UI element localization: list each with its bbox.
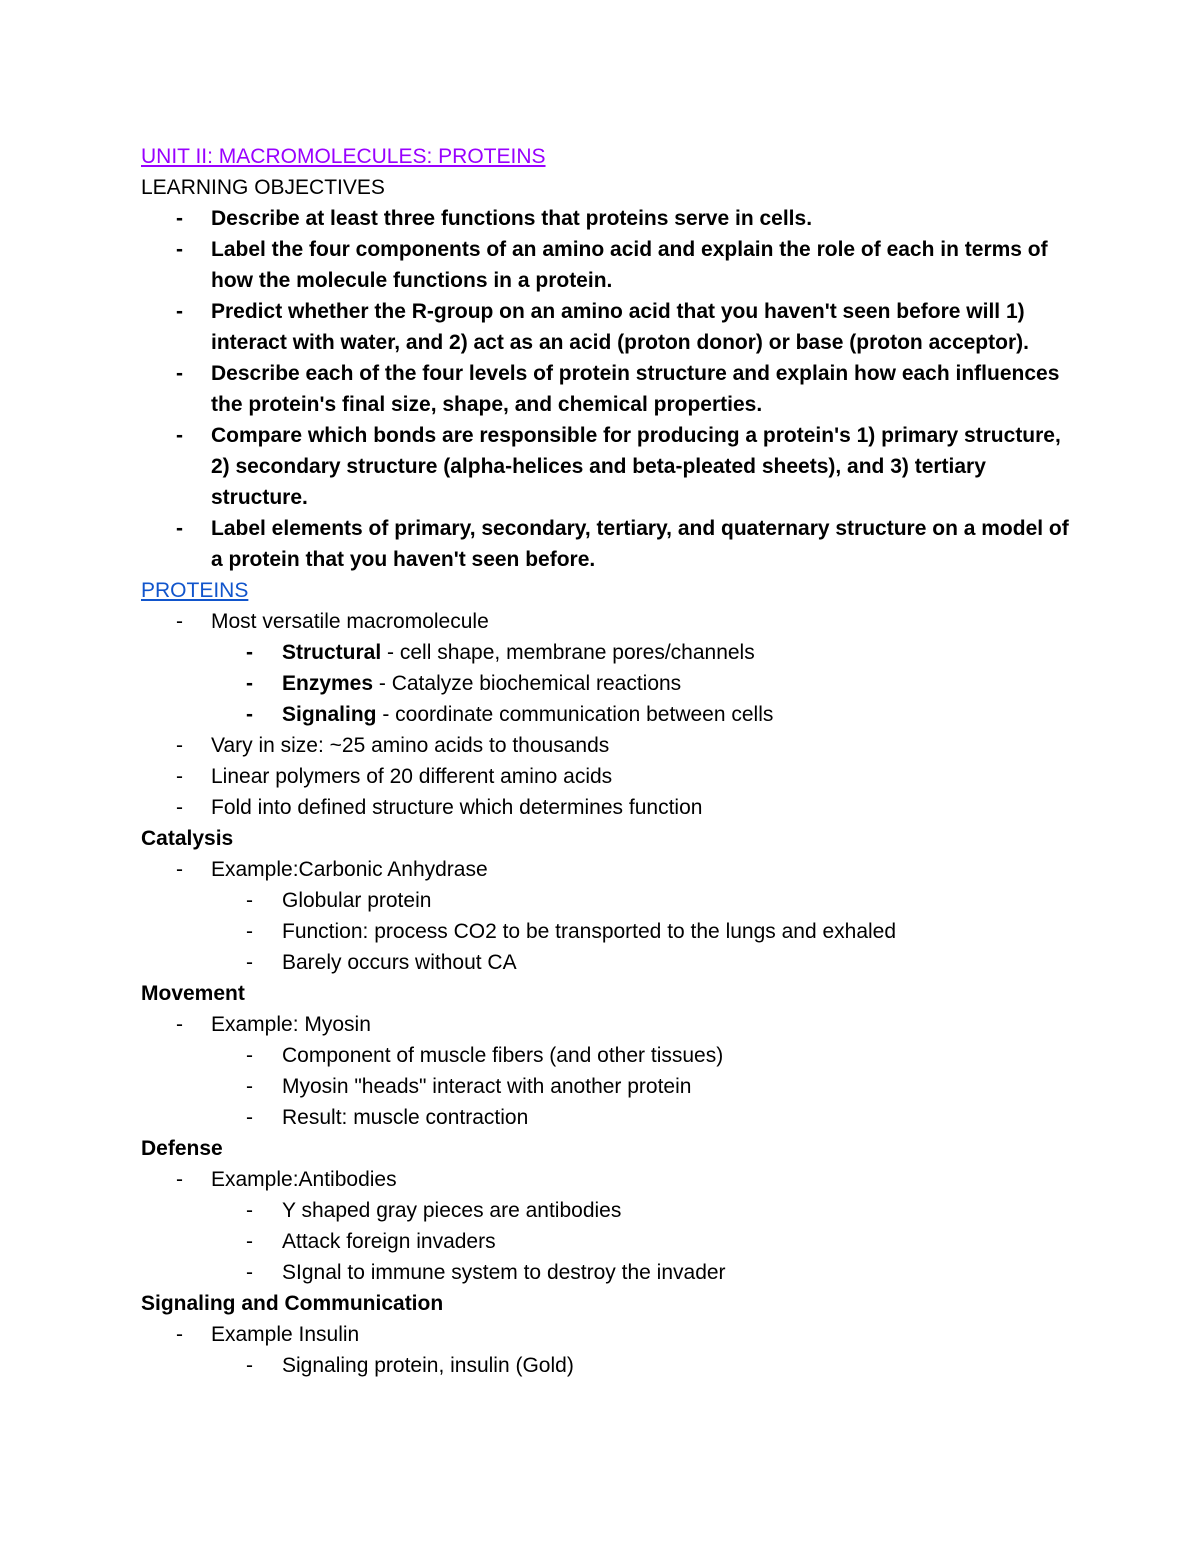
list-item bbox=[141, 1009, 1071, 1040]
defense-heading: Defense bbox=[141, 1137, 223, 1160]
bullet-dash: - bbox=[176, 1323, 183, 1346]
list-item bbox=[141, 203, 1071, 234]
list-item bbox=[141, 792, 1071, 823]
bullet-dash: - bbox=[176, 796, 183, 819]
bullet-dash: - bbox=[246, 1106, 253, 1129]
movement-heading: Movement bbox=[141, 982, 245, 1005]
bullet-dash: - bbox=[176, 858, 183, 881]
list-item-text: Signaling protein, insulin (Gold) bbox=[282, 1354, 574, 1377]
list-item bbox=[141, 1226, 1071, 1257]
list-item bbox=[141, 1350, 1071, 1381]
list-item bbox=[141, 637, 1071, 668]
objective-text: Label elements of primary, secondary, tertiary, and quaternary structure on a model of a protein that you haven't seen before. bbox=[211, 517, 1069, 571]
bullet-dash: - bbox=[246, 951, 253, 974]
list-item-text: Component of muscle fibers (and other tissues) bbox=[282, 1044, 724, 1067]
list-item-text: Fold into defined structure which determines function bbox=[211, 796, 703, 819]
list-item bbox=[141, 947, 1071, 978]
list-item-text: Result: muscle contraction bbox=[282, 1106, 529, 1129]
list-item-text: Example: Myosin bbox=[211, 1013, 371, 1036]
list-item bbox=[141, 668, 1071, 699]
role-term: Structural bbox=[282, 641, 382, 664]
list-item bbox=[141, 1319, 1071, 1350]
list-item-text: Barely occurs without CA bbox=[282, 951, 517, 974]
learning-objectives-list bbox=[141, 203, 1071, 575]
objective-text: Compare which bonds are responsible for producing a protein's 1) primary structure, 2) secondary structure (alpha-helices and beta-pleated sheets), and 3) tertiary structure. bbox=[211, 424, 1061, 509]
learning-objectives-heading: LEARNING OBJECTIVES bbox=[141, 176, 385, 199]
defense-list bbox=[141, 1164, 1071, 1288]
bullet-dash: - bbox=[176, 765, 183, 788]
list-item-text: Example:Antibodies bbox=[211, 1168, 397, 1191]
list-item bbox=[141, 1071, 1071, 1102]
list-item bbox=[141, 1164, 1071, 1195]
list-item bbox=[141, 513, 1071, 575]
list-item-text: SIgnal to immune system to destroy the invader bbox=[282, 1261, 726, 1284]
signaling-list bbox=[141, 1319, 1071, 1381]
list-item-text: Y shaped gray pieces are antibodies bbox=[282, 1199, 622, 1222]
signaling-heading: Signaling and Communication bbox=[141, 1292, 444, 1315]
list-item bbox=[141, 420, 1071, 513]
bullet-dash: - bbox=[176, 1013, 183, 1036]
list-item bbox=[141, 606, 1071, 637]
bullet-dash: - bbox=[246, 703, 253, 726]
list-item bbox=[141, 699, 1071, 730]
role-description: - coordinate communication between cells bbox=[376, 703, 774, 726]
list-item-text: Globular protein bbox=[282, 889, 432, 912]
bullet-dash: - bbox=[246, 889, 253, 912]
list-item-text: Attack foreign invaders bbox=[282, 1230, 496, 1253]
bullet-dash: - bbox=[176, 300, 183, 323]
catalysis-heading: Catalysis bbox=[141, 827, 234, 850]
catalysis-list bbox=[141, 854, 1071, 978]
objective-text: Label the four components of an amino acid and explain the role of each in terms of how the molecule functions in a protein. bbox=[211, 238, 1048, 292]
list-item bbox=[141, 1257, 1071, 1288]
list-item bbox=[141, 854, 1071, 885]
document-page bbox=[141, 141, 1071, 1381]
role-description: - Catalyze biochemical reactions bbox=[373, 672, 682, 695]
role-term: Enzymes bbox=[282, 672, 374, 695]
objective-text: Describe at least three functions that proteins serve in cells. bbox=[211, 207, 813, 230]
proteins-heading-link[interactable]: PROTEINS bbox=[141, 579, 249, 602]
bullet-dash: - bbox=[246, 641, 253, 664]
objective-text: Describe each of the four levels of protein structure and explain how each influences the protein's final size, shape, and chemical properties. bbox=[211, 362, 1060, 416]
bullet-dash: - bbox=[176, 238, 183, 261]
list-item-text: Example Insulin bbox=[211, 1323, 360, 1346]
list-item bbox=[141, 885, 1071, 916]
bullet-dash: - bbox=[176, 1168, 183, 1191]
bullet-dash: - bbox=[176, 734, 183, 757]
list-item-text: Function: process CO2 to be transported to the lungs and exhaled bbox=[282, 920, 897, 943]
bullet-dash: - bbox=[246, 1230, 253, 1253]
list-item-text: Myosin "heads" interact with another protein bbox=[282, 1075, 692, 1098]
list-item bbox=[141, 761, 1071, 792]
list-item bbox=[141, 358, 1071, 420]
list-item bbox=[141, 1195, 1071, 1226]
objective-text: Predict whether the R-group on an amino acid that you haven't seen before will 1) interact with water, and 2) act as an acid (proton donor) or base (proton acceptor). bbox=[211, 300, 1029, 354]
list-item bbox=[141, 1040, 1071, 1071]
bullet-dash: - bbox=[246, 1261, 253, 1284]
bullet-dash: - bbox=[246, 1354, 253, 1377]
page-title[interactable]: UNIT II: MACROMOLECULES: PROTEINS bbox=[141, 145, 546, 168]
bullet-dash: - bbox=[246, 1044, 253, 1067]
proteins-list bbox=[141, 606, 1071, 823]
bullet-dash: - bbox=[176, 207, 183, 230]
list-item-text: Most versatile macromolecule bbox=[211, 610, 489, 633]
list-item bbox=[141, 916, 1071, 947]
bullet-dash: - bbox=[246, 672, 253, 695]
list-item-text: Vary in size: ~25 amino acids to thousands bbox=[211, 734, 610, 757]
bullet-dash: - bbox=[176, 424, 183, 447]
bullet-dash: - bbox=[176, 610, 183, 633]
bullet-dash: - bbox=[176, 517, 183, 540]
bullet-dash: - bbox=[176, 362, 183, 385]
movement-list bbox=[141, 1009, 1071, 1133]
list-item-text: Example:Carbonic Anhydrase bbox=[211, 858, 488, 881]
list-item-text: Linear polymers of 20 different amino acids bbox=[211, 765, 613, 788]
list-item bbox=[141, 730, 1071, 761]
role-term: Signaling bbox=[282, 703, 377, 726]
list-item bbox=[141, 234, 1071, 296]
role-description: - cell shape, membrane pores/channels bbox=[381, 641, 755, 664]
bullet-dash: - bbox=[246, 920, 253, 943]
list-item bbox=[141, 296, 1071, 358]
bullet-dash: - bbox=[246, 1199, 253, 1222]
list-item bbox=[141, 1102, 1071, 1133]
bullet-dash: - bbox=[246, 1075, 253, 1098]
